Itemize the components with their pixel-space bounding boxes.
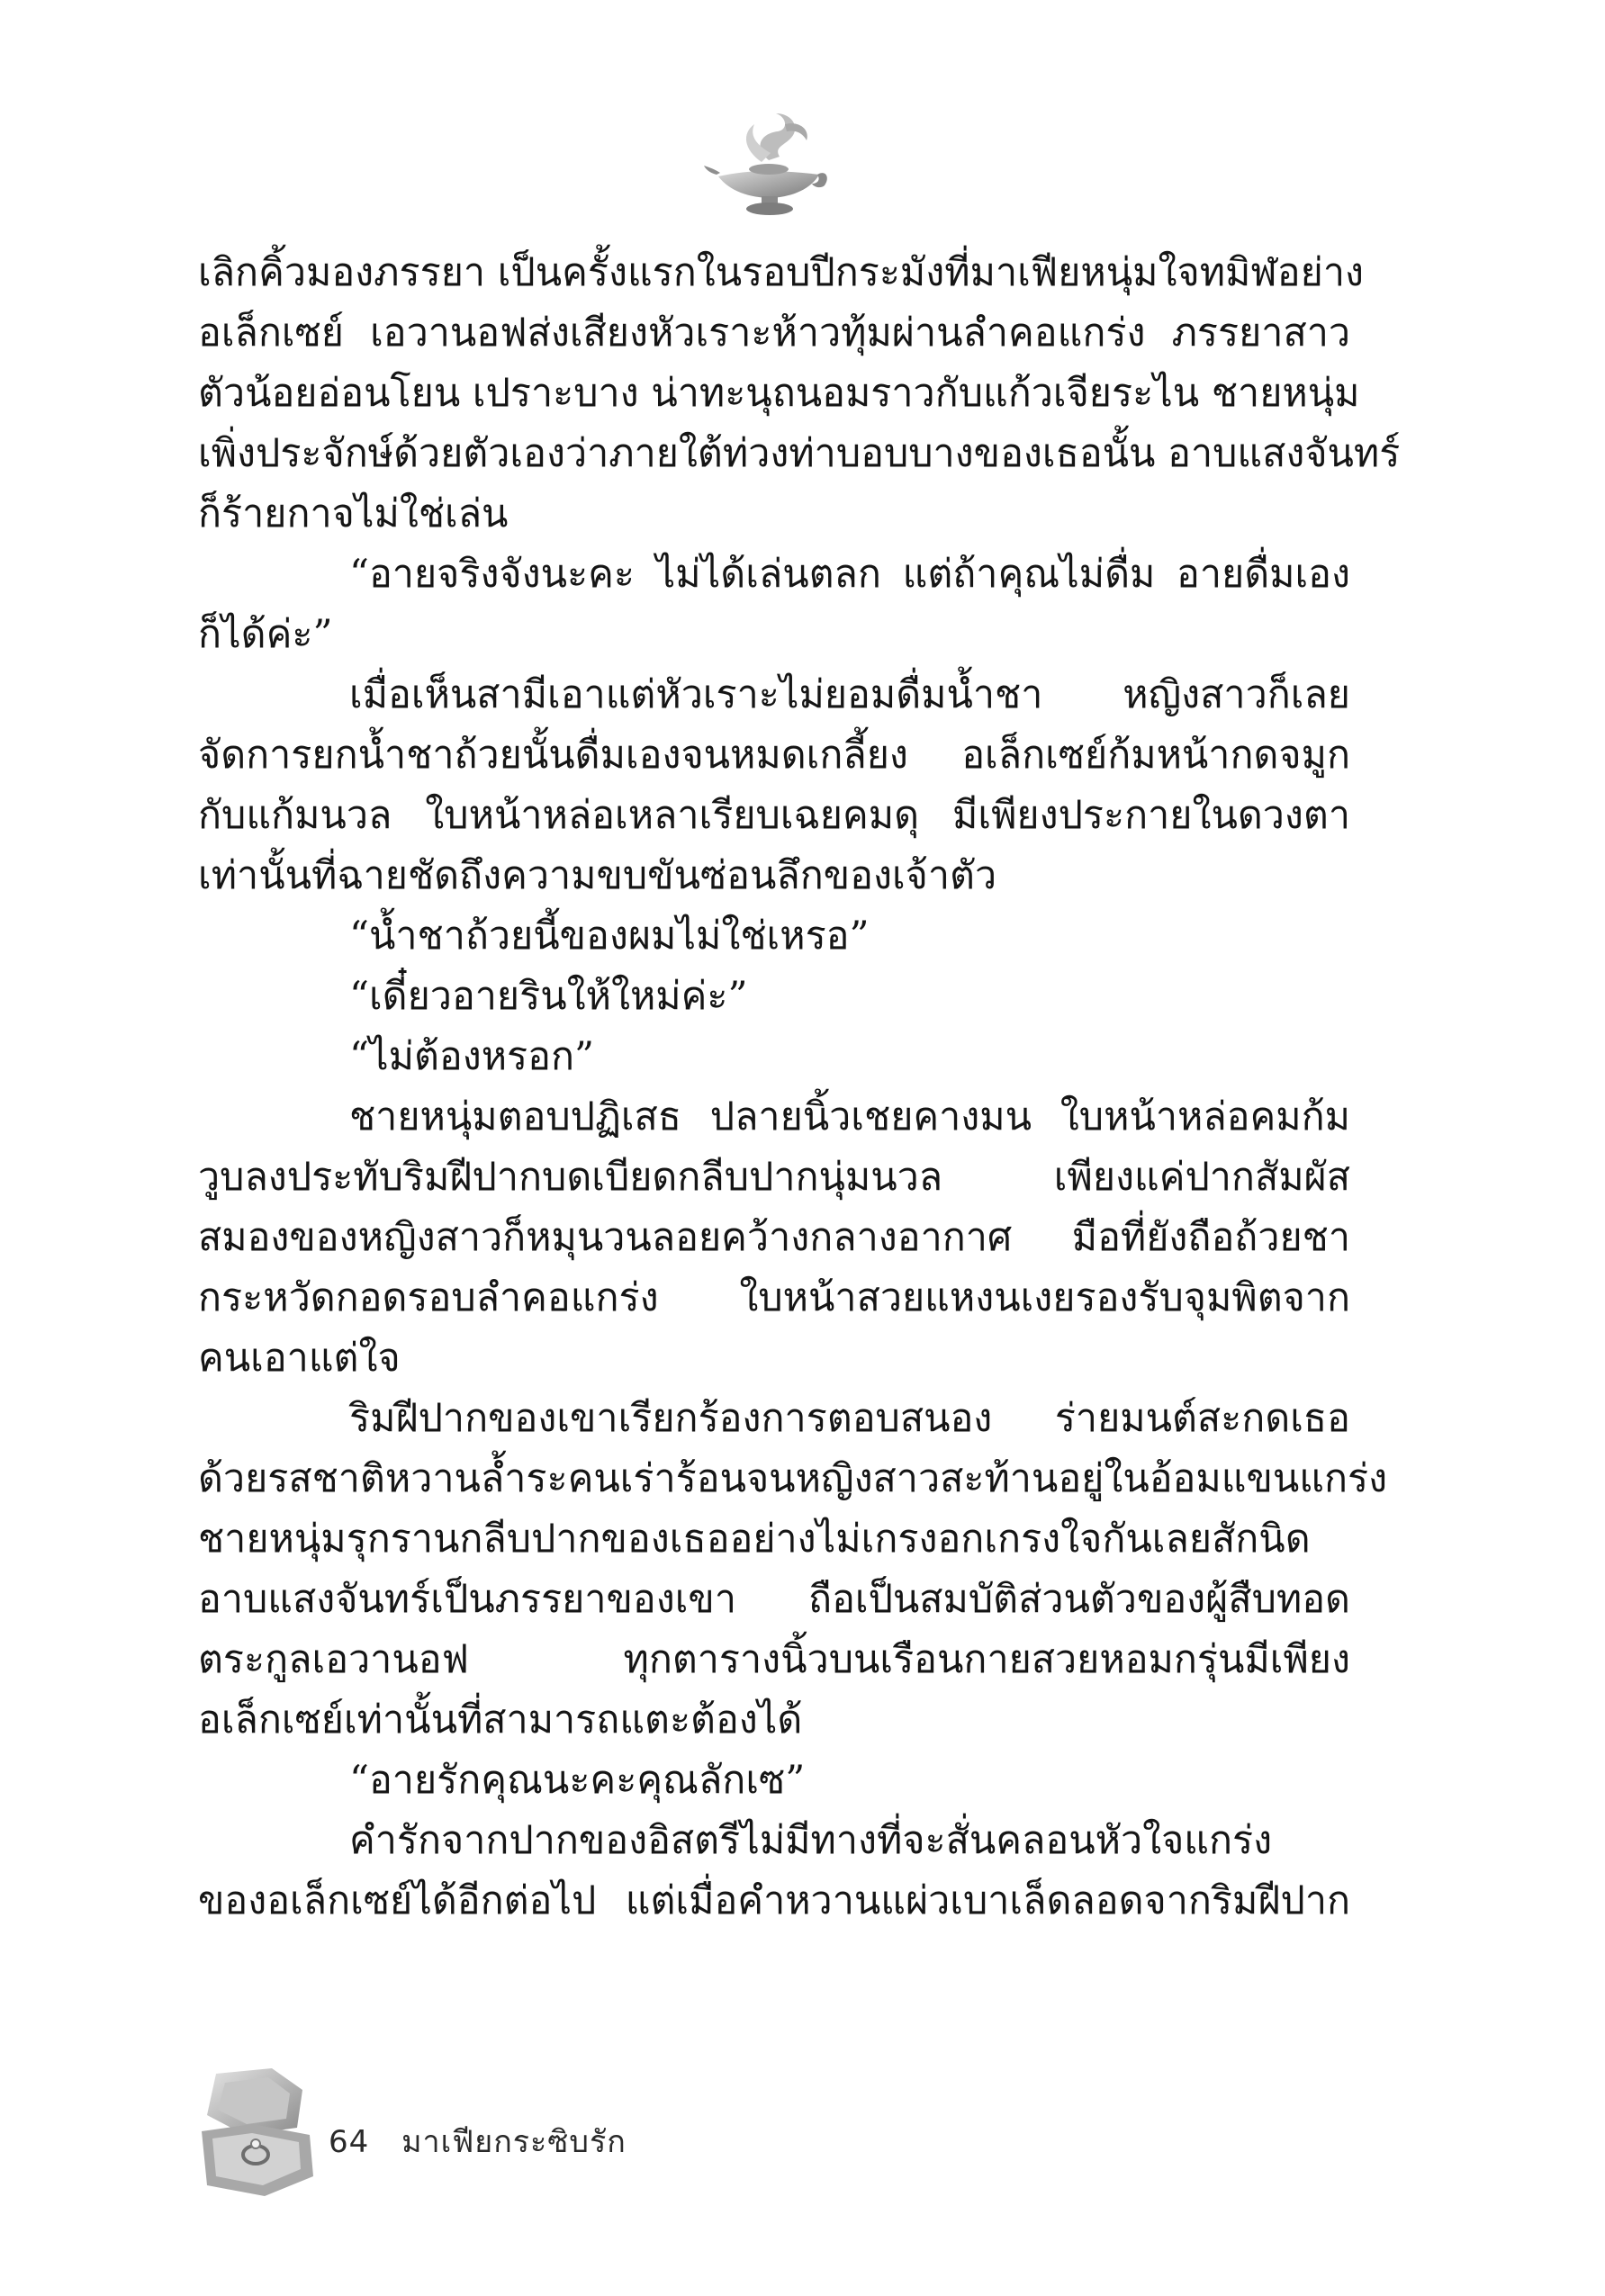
text-line: เมื่อเห็นสามีเอาแต่หัวเราะไม่ยอมดื่มน้ำชา หญิงสาวก็เลย <box>349 672 1350 717</box>
text-line: “อายรักคุณนะคะคุณลักเซ” <box>349 1758 806 1803</box>
text-line: กระหวัดกอดรอบลำคอแกร่ง ใบหน้าสวยแหงนเงยรองรับจุมพิตจาก <box>198 1275 1350 1320</box>
text-line: อเล็กเซย์เท่านั้นที่สามารถแตะต้องได้ <box>198 1697 803 1742</box>
body-text <box>198 243 1401 1931</box>
text-line: กับแก้มนวล ใบหน้าหล่อเหลาเรียบเฉยคมดุ มีเพียงประกายในดวงตา <box>198 793 1350 838</box>
page-footer <box>189 2061 819 2205</box>
text-line: “น้ำชาถ้วยนี้ของผมไม่ใช่เหรอ” <box>349 914 870 959</box>
page-folio <box>329 2117 627 2165</box>
text-line: ชายหนุ่มรุกรานกลีบปากของเธออย่างไม่เกรงอกเกรงใจกันเลยสักนิด <box>198 1517 1311 1562</box>
text-line: ของอเล็กเซย์ได้อีกต่อไป แต่เมื่อคำหวานแผ่วเบาเล็ดลอดจากริมฝีปาก <box>198 1878 1350 1923</box>
page-number: 64 <box>329 2124 370 2160</box>
text-line: “เดี๋ยวอายรินให้ใหม่ค่ะ” <box>349 974 748 1019</box>
text-line: คำรักจากปากของอิสตรีไม่มีทางที่จะสั่นคลอนหัวใจแกร่ง <box>349 1818 1273 1863</box>
text-line: ชายหนุ่มตอบปฏิเสธ ปลายนิ้วเชยคางมน ใบหน้าหล่อคมก้ม <box>349 1094 1350 1139</box>
book-title: มาเฟียกระซิบรัก <box>401 2124 627 2160</box>
text-line: เลิกคิ้วมองภรรยา เป็นครั้งแรกในรอบปีกระมังที่มาเฟียหนุ่มใจทมิฬอย่าง <box>198 250 1364 295</box>
text-line: “ไม่ต้องหรอก” <box>349 1034 594 1079</box>
text-line: ตัวน้อยอ่อนโยน เปราะบาง น่าทะนุถนอมราวกับแก้วเจียระไน ชายหนุ่ม <box>198 371 1360 416</box>
text-line: ก็ได้ค่ะ” <box>198 612 333 657</box>
text-line: วูบลงประทับริมฝีปากบดเบียดกลีบปากนุ่มนวล เพียงแค่ปากสัมผัส <box>198 1155 1350 1200</box>
text-line: ก็ร้ายกาจไม่ใช่เล่น <box>198 491 509 536</box>
text-line: เท่านั้นที่ฉายชัดถึงความขบขันซ่อนลึกของเจ้าตัว <box>198 853 997 898</box>
lamp-icon <box>699 97 834 232</box>
text-line: อาบแสงจันทร์เป็นภรรยาของเขา ถือเป็นสมบัติส่วนตัวของผู้สืบทอด <box>198 1577 1350 1622</box>
text-line: เพิ่งประจักษ์ด้วยตัวเองว่าภายใต้ท่วงท่าบอบบางของเธอนั้น อาบแสงจันทร์ <box>198 431 1401 476</box>
text-line: ด้วยรสชาติหวานล้ำระคนเร่าร้อนจนหญิงสาวสะท้านอยู่ในอ้อมแขนแกร่ง <box>198 1456 1388 1501</box>
text-line: “อายจริงจังนะคะ ไม่ได้เล่นตลก แต่ถ้าคุณไม่ดื่ม อายดื่มเอง <box>349 552 1350 597</box>
text-line: คนเอาแต่ใจ <box>198 1336 401 1381</box>
text-line: สมองของหญิงสาวก็หมุนวนลอยคว้างกลางอากาศ มือที่ยังถือถ้วยชา <box>198 1215 1350 1260</box>
text-line: ริมฝีปากของเขาเรียกร้องการตอบสนอง ร่ายมนต์สะกดเธอ <box>349 1396 1350 1441</box>
text-line: ตระกูลเอวานอฟ ทุกตารางนิ้วบนเรือนกายสวยหอมกรุ่นมีเพียง <box>198 1637 1350 1682</box>
text-line: อเล็กเซย์ เอวานอฟส่งเสียงหัวเราะห้าวทุ้มผ่านลำคอแกร่ง ภรรยาสาว <box>198 311 1350 356</box>
ring-box-icon <box>189 2061 324 2205</box>
text-line: จัดการยกน้ำชาถ้วยนั้นดื่มเองจนหมดเกลี้ยง อเล็กเซย์ก้มหน้ากดจมูก <box>198 733 1350 778</box>
